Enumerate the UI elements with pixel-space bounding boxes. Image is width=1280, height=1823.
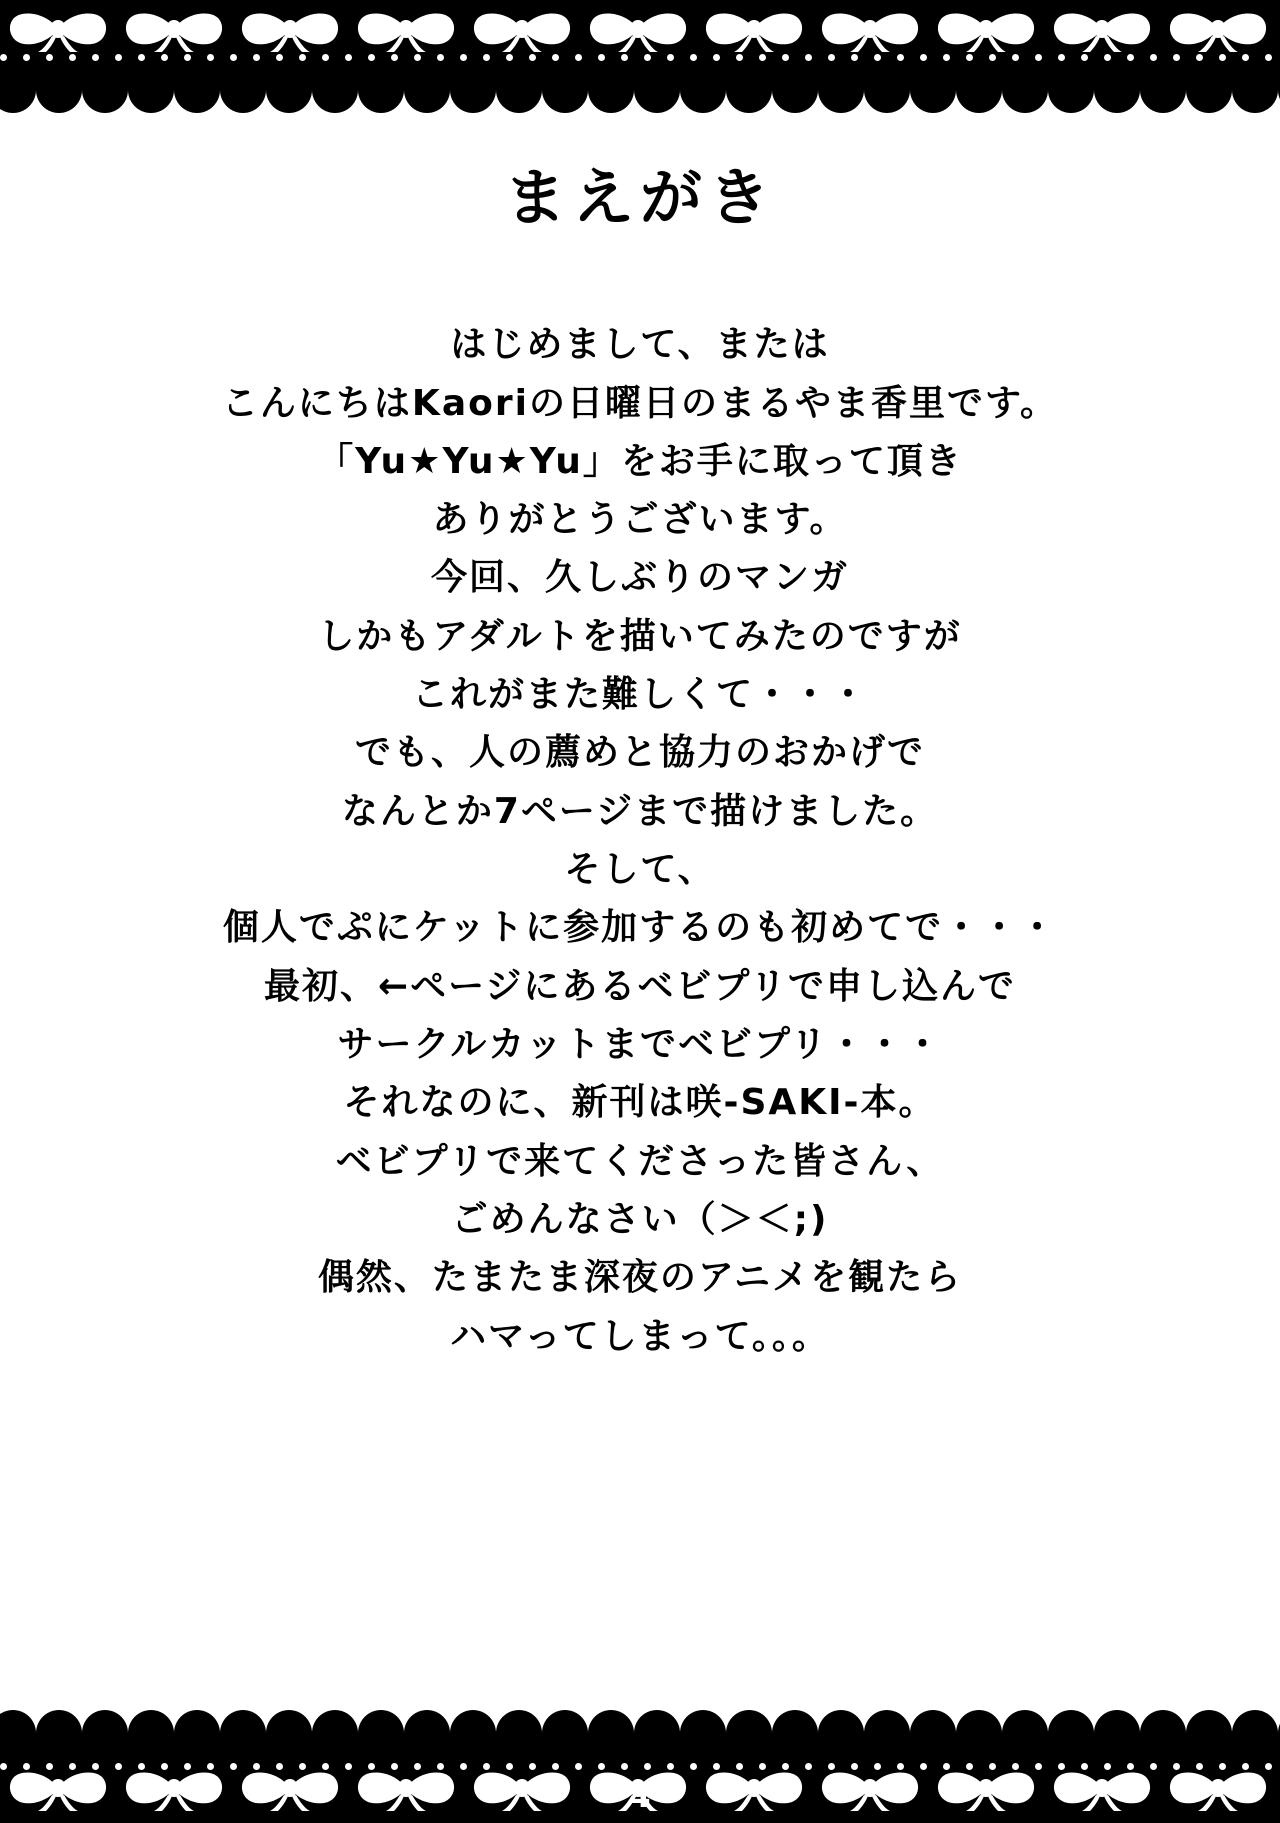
dot-icon [621, 54, 628, 61]
dot-icon [69, 54, 76, 61]
dot-icon [276, 54, 283, 61]
dot-icon [299, 54, 306, 61]
dot-icon [391, 54, 398, 61]
dot-icon [207, 1763, 214, 1770]
dot-icon [1127, 1763, 1134, 1770]
scallop-icon [36, 1710, 82, 1756]
dot-icon [736, 1763, 743, 1770]
scallop-icon [1048, 1710, 1094, 1756]
scallop-icon [82, 67, 128, 113]
dot-icon [460, 54, 467, 61]
page-title: まえがき [503, 161, 776, 234]
afterword-line: ベビプリで来てくださった皆さん、 [335, 1140, 945, 1182]
dot-icon [805, 54, 812, 61]
dot-icon [598, 54, 605, 61]
dot-icon [322, 1763, 329, 1770]
dot-icon [253, 1763, 260, 1770]
dot-icon [1104, 54, 1111, 61]
scallop-icon [0, 1710, 36, 1756]
scallop-icon [634, 1710, 680, 1756]
scallop-icon [1094, 1710, 1140, 1756]
top-bow-row [0, 6, 1280, 58]
scallop-icon [174, 1710, 220, 1756]
dot-icon [1242, 1763, 1249, 1770]
scallop-icon [358, 1710, 404, 1756]
bow-icon [1276, 6, 1280, 52]
scallop-icon [1094, 67, 1140, 113]
scallop-icon [910, 67, 956, 113]
dot-icon [966, 54, 973, 61]
scallop-icon [680, 67, 726, 113]
dot-icon [805, 1763, 812, 1770]
dot-icon [184, 1763, 191, 1770]
bow-icon [580, 6, 696, 52]
afterword-line: それなのに、新刊は咲-SAKI-本。 [343, 1082, 937, 1124]
scallop-icon [174, 67, 220, 113]
dot-icon [276, 1763, 283, 1770]
scallop-icon [818, 67, 864, 113]
dot-icon [966, 1763, 973, 1770]
scallop-icon [726, 67, 772, 113]
dot-icon [46, 1763, 53, 1770]
dot-icon [1104, 1763, 1111, 1770]
dot-icon [46, 54, 53, 61]
scallop-icon [772, 67, 818, 113]
dot-icon [874, 1763, 881, 1770]
dot-icon [299, 1763, 306, 1770]
scallop-icon [772, 1710, 818, 1756]
dot-icon [1196, 1763, 1203, 1770]
dot-icon [460, 1763, 467, 1770]
dot-icon [322, 54, 329, 61]
dot-icon [920, 1763, 927, 1770]
dot-icon [713, 1763, 720, 1770]
dot-icon [1265, 1763, 1272, 1770]
dot-icon [1242, 54, 1249, 61]
afterword-line: サークルカットまでベビプリ・・・ [337, 1023, 943, 1065]
scallop-icon [1140, 1710, 1186, 1756]
dot-icon [575, 1763, 582, 1770]
bow-icon [232, 6, 348, 52]
scallop-icon [864, 1710, 910, 1756]
top-lace-border [0, 0, 1280, 90]
dot-icon [230, 1763, 237, 1770]
dot-icon [989, 1763, 996, 1770]
dot-icon [368, 54, 375, 61]
scallop-icon [542, 1710, 588, 1756]
scallop-icon [1002, 67, 1048, 113]
dot-icon [1081, 54, 1088, 61]
dot-icon [1196, 54, 1203, 61]
bow-icon [464, 6, 580, 52]
scallop-icon [36, 67, 82, 113]
dot-icon [851, 54, 858, 61]
dot-icon [1265, 54, 1272, 61]
dot-icon [575, 54, 582, 61]
dot-icon [782, 54, 789, 61]
dot-icon [828, 1763, 835, 1770]
scallop-icon [128, 67, 174, 113]
dot-icon [874, 54, 881, 61]
dot-icon [598, 1763, 605, 1770]
dot-icon [253, 54, 260, 61]
afterword-line: 最初、←ページにあるベビプリで申し込んで [263, 965, 1016, 1007]
dot-icon [943, 1763, 950, 1770]
dot-icon [230, 54, 237, 61]
afterword-line: ありがとうございます。 [432, 499, 848, 541]
scallop-icon [404, 67, 450, 113]
dot-icon [529, 1763, 536, 1770]
scallop-icon [588, 67, 634, 113]
dot-icon [506, 1763, 513, 1770]
scallop-icon [450, 67, 496, 113]
top-scallop-row [0, 67, 1280, 113]
scallop-icon [956, 67, 1002, 113]
dot-icon [529, 54, 536, 61]
scallop-icon [1232, 1710, 1278, 1756]
scallop-icon [910, 1710, 956, 1756]
scallop-icon [1140, 67, 1186, 113]
afterword-line: なんとか7ページまで描けました。 [341, 790, 939, 832]
dot-icon [69, 1763, 76, 1770]
dot-icon [92, 1763, 99, 1770]
bow-icon [812, 6, 928, 52]
bow-icon [348, 6, 464, 52]
dot-icon [23, 1763, 30, 1770]
scallop-icon [634, 67, 680, 113]
dot-icon [1150, 54, 1157, 61]
afterword-line: ごめんなさい（＞＜;) [451, 1198, 829, 1240]
scallop-icon [818, 1710, 864, 1756]
scallop-icon [1186, 67, 1232, 113]
dot-icon [851, 1763, 858, 1770]
dot-icon [437, 1763, 444, 1770]
dot-icon [23, 54, 30, 61]
scallop-icon [864, 67, 910, 113]
dot-icon [736, 54, 743, 61]
scallop-icon [956, 1710, 1002, 1756]
dot-icon [897, 1763, 904, 1770]
dot-icon [1035, 54, 1042, 61]
dot-icon [1012, 1763, 1019, 1770]
dot-icon [207, 54, 214, 61]
afterword-line: 偶然、たまたま深夜のアニメを観たら [317, 1257, 963, 1299]
afterword-line: そして、 [564, 849, 716, 890]
scallop-icon [1186, 1710, 1232, 1756]
dot-icon [184, 54, 191, 61]
scallop-icon [220, 1710, 266, 1756]
dot-icon [690, 1763, 697, 1770]
dot-icon [621, 1763, 628, 1770]
afterword-line: でも、人の薦めと協力のおかげで [354, 732, 925, 774]
dot-icon [920, 54, 927, 61]
dot-icon [713, 54, 720, 61]
dot-icon [345, 1763, 352, 1770]
dot-icon [897, 54, 904, 61]
scallop-icon [312, 67, 358, 113]
dot-icon [368, 1763, 375, 1770]
dot-icon [1127, 54, 1134, 61]
dot-icon [1035, 1763, 1042, 1770]
dot-icon [667, 54, 674, 61]
dot-icon [1058, 1763, 1065, 1770]
dot-icon [1058, 54, 1065, 61]
scallop-icon [496, 1710, 542, 1756]
dot-icon [115, 1763, 122, 1770]
scallop-icon [1048, 67, 1094, 113]
scallop-icon [404, 1710, 450, 1756]
dot-icon [644, 1763, 651, 1770]
dot-icon [1081, 1763, 1088, 1770]
dot-icon [1012, 54, 1019, 61]
scallop-icon [312, 1710, 358, 1756]
dot-icon [989, 54, 996, 61]
dot-icon [828, 54, 835, 61]
dot-icon [138, 54, 145, 61]
dot-icon [138, 1763, 145, 1770]
bow-icon [1160, 6, 1276, 52]
dot-icon [1219, 54, 1226, 61]
scallop-icon [726, 1710, 772, 1756]
bottom-scallop-row [0, 1710, 1280, 1756]
dot-icon [483, 54, 490, 61]
page-number: 4 [629, 1780, 651, 1815]
page-content [0, 120, 1280, 1366]
dot-icon [1219, 1763, 1226, 1770]
afterword-line: はじめまして、または [450, 324, 830, 366]
dot-icon [115, 54, 122, 61]
dot-icon [552, 1763, 559, 1770]
scallop-icon [128, 1710, 174, 1756]
bow-icon [116, 6, 232, 52]
scallop-icon [450, 1710, 496, 1756]
afterword-line: 「Yu★Yu★Yu」をお手に取って頂き [317, 440, 963, 482]
bottom-dot-row [0, 1761, 1280, 1771]
dot-icon [414, 54, 421, 61]
scallop-icon [1232, 67, 1278, 113]
afterword-line: こんにちはKaoriの日曜日のまるやま香里です。 [221, 382, 1059, 424]
dot-icon [1150, 1763, 1157, 1770]
dot-icon [943, 54, 950, 61]
scallop-icon [82, 1710, 128, 1756]
dot-icon [1173, 54, 1180, 61]
dot-icon [414, 1763, 421, 1770]
scallop-icon [358, 67, 404, 113]
dot-icon [690, 54, 697, 61]
afterword-line: これがまた難しくて・・・ [411, 674, 868, 716]
dot-icon [552, 54, 559, 61]
afterword-line: しかもアダルトを描いてみたのですが [318, 615, 962, 657]
scallop-icon [1002, 1710, 1048, 1756]
scallop-icon [588, 1710, 634, 1756]
dot-icon [345, 54, 352, 61]
dot-icon [391, 1763, 398, 1770]
dot-icon [161, 54, 168, 61]
scallop-icon [680, 1710, 726, 1756]
bow-icon [1044, 6, 1160, 52]
dot-icon [667, 1763, 674, 1770]
scallop-icon [266, 1710, 312, 1756]
dot-icon [0, 54, 7, 61]
dot-icon [1173, 1763, 1180, 1770]
scallop-icon [220, 67, 266, 113]
dot-icon [506, 54, 513, 61]
dot-icon [437, 54, 444, 61]
afterword-line: 個人でぷにケットに参加するのも初めてで・・・ [222, 907, 1058, 949]
bow-icon [928, 6, 1044, 52]
scallop-icon [0, 67, 36, 113]
dot-icon [161, 1763, 168, 1770]
scallop-icon [266, 67, 312, 113]
dot-icon [644, 54, 651, 61]
top-dot-row [0, 52, 1280, 62]
afterword-text-block [0, 316, 1280, 1366]
afterword-line: ハマってしまって。。。 [450, 1315, 830, 1357]
bow-icon [696, 6, 812, 52]
scallop-icon [542, 67, 588, 113]
dot-icon [782, 1763, 789, 1770]
dot-icon [92, 54, 99, 61]
dot-icon [483, 1763, 490, 1770]
afterword-line: 今回、久しぶりのマンガ [430, 557, 849, 599]
dot-icon [759, 54, 766, 61]
dot-icon [0, 1763, 7, 1770]
bow-icon [0, 6, 116, 52]
scallop-icon [496, 67, 542, 113]
dot-icon [759, 1763, 766, 1770]
